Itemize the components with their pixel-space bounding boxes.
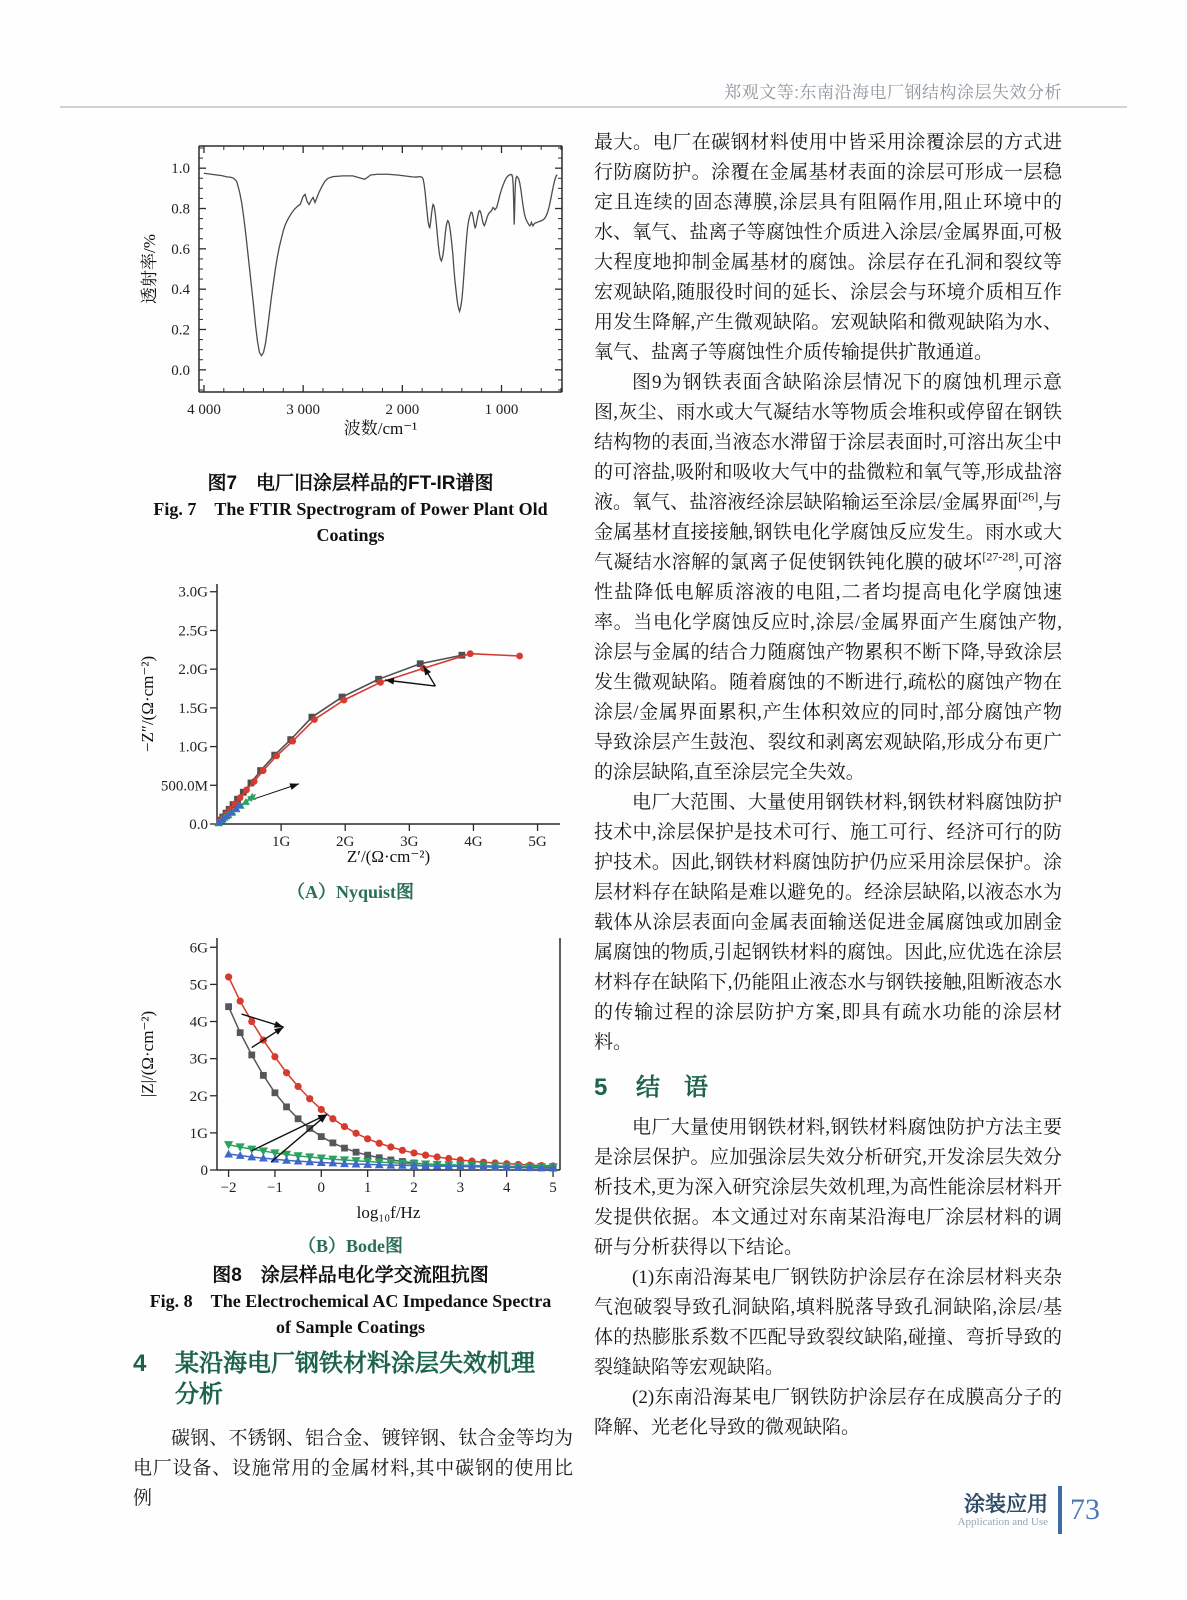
fig7-caption-en: Fig. 7 The FTIR Spectrogram of Power Plant Old Coatings [153,499,548,545]
svg-text:2 000: 2 000 [385,402,420,418]
svg-text:0: 0 [200,1163,208,1179]
svg-text:2.0G: 2.0G [178,662,208,679]
svg-text:1.0G: 1.0G [178,739,208,756]
left-paragraph: 碳钢、不锈钢、铝合金、镀锌钢、钛合金等均为电厂设备、设施常用的金属材料,其中碳钢的使用比例 [133,1428,573,1509]
svg-text:2G: 2G [189,1088,208,1105]
paragraph-text: ,可溶性盐降低电解质溶液的电阻,二者均提高电化学腐蚀速率。当电化学腐蚀反应时,涂层/金属界面产生腐蚀产物,涂层与金属的结合力随腐蚀产物累积不断下降,导致涂层发生微观缺陷。随着腐蚀的不断进行,疏松的腐蚀产物在涂层/金属界面累积,产生体积效应的同时,部分腐蚀产物导致涂层产生鼓泡、裂纹和剥离宏观缺陷,形成分布更广的涂层缺陷,直至涂层完全失效。 [594,552,1062,783]
paragraph-mechanism [594,368,1062,788]
nyquist-chart [133,570,568,870]
svg-text:3 000: 3 000 [286,402,321,418]
ftir-chart [133,138,568,448]
running-header: 郑观文等:东南沿海电厂钢结构涂层失效分析 [724,83,1062,102]
svg-text:1G: 1G [189,1125,208,1142]
section5-heading [594,1072,1062,1103]
svg-text:5G: 5G [189,977,208,994]
section4-heading [133,1348,573,1410]
page-footer [860,1486,1100,1534]
svg-text:4G: 4G [189,1014,208,1031]
caption-bode: （B）Bode图 [297,1236,403,1256]
citation-ref-27-28: [27-28] [982,549,1019,564]
svg-text:−2: −2 [220,1180,237,1196]
svg-text:3G: 3G [400,834,419,850]
section4-number: 4 [133,1350,147,1377]
svg-text:0: 0 [317,1180,326,1196]
svg-text:3: 3 [456,1180,465,1196]
page-number: 73 [1070,1493,1100,1526]
paragraph-protection: 电厂大范围、大量使用钢铁材料,钢铁材料腐蚀防护技术中,涂层保护是技术可行、施工可行、经济可行的防护技术。因此,钢铁材料腐蚀防护仍应采用涂层保护。涂层材料存在缺陷是难以避免的。经涂层缺陷,以液态水为载体从涂层表面向金属表面输送促进金属腐蚀或加剧金属腐蚀的物质,引起钢铁材料的腐蚀。因此,应优选在涂层材料存在缺陷下,仍能阻止液态水与钢铁接触,阻断液态水的传输过程的涂层防护方案,即具有疏水功能的涂层材料。 [594,792,1062,1053]
paragraph-conclusion-intro: 电厂大量使用钢铁材料,钢铁材料腐蚀防护方法主要是涂层保护。应加强涂层失效分析研究,开发涂层失效分析技术,更为深入研究涂层失效机理,为高性能涂层材料开发提供依据。本文通过对东南某沿海电厂涂层材料的调研与分析获得以下结论。 [594,1117,1062,1258]
svg-text:4 000: 4 000 [187,402,221,418]
svg-text:−1: −1 [266,1180,283,1196]
svg-text:2: 2 [410,1180,418,1196]
caption-nyquist: （A）Nyquist图 [286,882,415,902]
svg-text:1G: 1G [271,834,291,850]
paragraph-text: ,与金属基材直接接触,钢铁电化学腐蚀反应发生。雨水或大气凝结水溶解的氯离子促使钢铁钝化膜的破坏 [594,492,1062,573]
svg-text:1.5G: 1.5G [178,700,208,717]
svg-text:5: 5 [549,1180,557,1196]
journal-name [958,1493,1048,1528]
paragraph-conclusion-1: (1)东南沿海某电厂钢铁防护涂层存在涂层材料夹杂气泡破裂导致孔洞缺陷,填料脱落导致孔洞缺陷,涂层/基体的热膨胀系数不匹配导致裂纹缺陷,碰撞、弯折导致的裂缝缺陷等宏观缺陷。 [594,1267,1062,1378]
paragraph-continuation: 最大。电厂在碳钢材料使用中皆采用涂覆涂层的方式进行防腐防护。涂覆在金属基材表面的涂层可形成一层稳定且连续的固态薄膜,涂层具有阻隔作用,阻止环境中的水、氧气、盐离子等腐蚀性介质进入涂层/金属界面,可极大程度地抑制金属基材的腐蚀。涂层存在孔洞和裂纹等宏观缺陷,随服役时间的延长、涂层会与环境介质相互作用发生降解,产生微观缺陷。宏观缺陷和微观缺陷为水、氧气、盐离子等腐蚀性介质传输提供扩散通道。 [594,132,1062,363]
svg-text:3G: 3G [189,1051,208,1068]
right-column [594,128,1062,1443]
svg-text:0.2: 0.2 [171,322,190,339]
svg-text:0.0: 0.0 [189,817,208,833]
svg-text:2G: 2G [336,834,355,850]
svg-text:透射率/%: 透射率/% [140,234,159,304]
section5-number: 5 [594,1074,608,1101]
paragraph-conclusion-2: (2)东南沿海某电厂钢铁防护涂层存在成膜高分子的降解、光老化导致的微观缺陷。 [594,1387,1062,1438]
fig8-caption-en: Fig. 8 The Electrochemical AC Impedance Spectra of Sample Coatings [149,1291,552,1337]
journal-name-cn: 涂装应用 [964,1492,1048,1516]
section4-title: 某沿海电厂钢铁材料涂层失效机理分析 [175,1350,535,1408]
svg-text:1: 1 [363,1180,372,1196]
header-divider [60,106,1127,108]
svg-text:0.6: 0.6 [171,241,190,258]
fig7-caption-cn: 图7 电厂旧涂层样品的FT-IR谱图 [207,473,494,494]
bode-chart [133,922,568,1224]
svg-text:6G: 6G [189,940,208,957]
fig8-caption-cn: 图8 涂层样品电化学交流阻抗图 [212,1265,489,1286]
svg-text:Z′/(Ω·cm⁻²): Z′/(Ω·cm⁻²) [346,847,431,866]
svg-text:3.0G: 3.0G [178,584,208,601]
svg-text:5G: 5G [528,834,547,850]
svg-text:500.0M: 500.0M [160,778,208,795]
svg-text:0.8: 0.8 [171,201,190,218]
svg-text:1 000: 1 000 [484,402,519,418]
svg-text:log₁₀f/Hz: log₁₀f/Hz [356,1203,421,1222]
svg-text:−Z″/(Ω·cm⁻²): −Z″/(Ω·cm⁻²) [138,655,157,753]
svg-text:4G: 4G [464,834,483,850]
section5-title: 结 语 [636,1074,708,1101]
svg-text:0.4: 0.4 [171,282,190,299]
paragraph-text: 图9为钢铁表面含缺陷涂层情况下的腐蚀机理示意图,灰尘、雨水或大气凝结水等物质会堆积或停留在钢铁结构物的表面,当液态水滞留于涂层表面时,可溶出灰尘中的可溶盐,吸附和吸收大气中的盐微粒和氧气等,形成盐溶液。氧气、盐溶液经涂层缺陷输运至涂层/金属界面 [594,372,1062,513]
svg-text:1.0: 1.0 [171,161,190,178]
footer-divider-bar [1058,1486,1062,1534]
svg-text:波数/cm⁻¹: 波数/cm⁻¹ [343,419,418,438]
svg-text:|Z|/(Ω·cm⁻²): |Z|/(Ω·cm⁻²) [138,1010,157,1098]
svg-text:2.5G: 2.5G [178,623,208,640]
citation-ref-26: [26] [1018,489,1039,504]
journal-name-en: Application and Use [957,1515,1048,1528]
svg-text:0.0: 0.0 [171,362,190,379]
svg-text:4: 4 [502,1180,511,1196]
